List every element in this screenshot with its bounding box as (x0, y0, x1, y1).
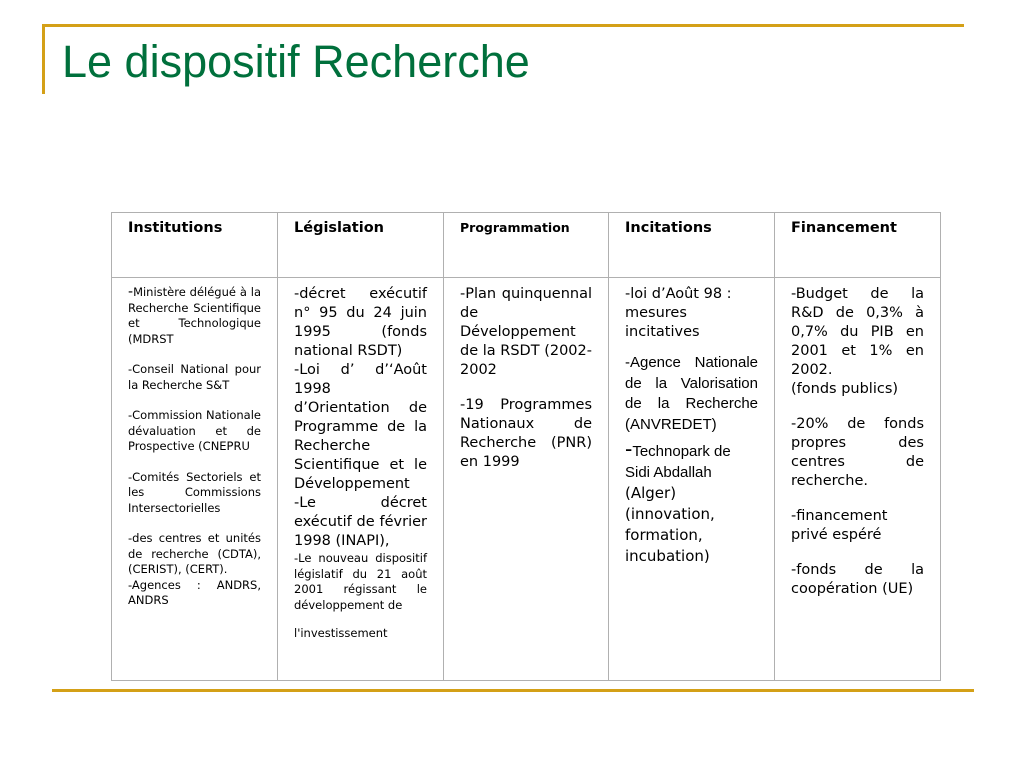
bottom-accent-rule (52, 689, 974, 692)
table-header-row (112, 213, 941, 278)
incitation-item: -Technopark de Sidi Abdallah (625, 436, 731, 481)
institution-item: -Ministère délégué à la Recherche Scientifique et Technologique (MDRST (128, 284, 261, 346)
legislation-item: -Le nouveau dispositif législatif du 21 août 2001 régissant le développement de (294, 551, 427, 612)
header-institutions: Institutions (112, 213, 278, 278)
legislation-item: l'investissement (294, 626, 388, 640)
institution-item: -Commission Nationale dévaluation et de Prospective (CNEPRU (128, 408, 261, 453)
institutions-cell (112, 278, 278, 681)
financement-item: -fonds de la coopération (UE) (791, 562, 924, 597)
institution-item: -des centres et unités de recherche (CDTA), (CERIST), (CERT). (128, 531, 261, 576)
financement-item: (fonds publics) (791, 381, 899, 397)
incitation-item: (Alger) (innovation, formation, incubation) (625, 484, 715, 565)
financement-item: -financement privé espéré (791, 508, 888, 543)
financement-cell (775, 278, 941, 681)
slide-title: Le dispositif Recherche (62, 36, 530, 87)
institution-item: -Conseil National pour la Recherche S&T (128, 362, 261, 392)
legislation-item: -Le décret exécutif de février 1998 (INAPI), (294, 495, 427, 549)
legislation-item: -Loi d’ d’‘Août 1998 d’Orientation de Programme de la Recherche Scientifique et le Développement (294, 362, 427, 492)
header-legislation: Législation (278, 213, 444, 278)
incitation-item: -loi d’Août 98 : mesures incitatives (625, 286, 732, 340)
left-accent-rule (42, 24, 45, 94)
incitation-item: -Agence Nationale de la Valorisation de la Recherche (ANVREDET) (625, 354, 758, 433)
header-programmation: Programmation (444, 213, 609, 278)
institution-item: -Comités Sectoriels et les Commissions Intersectorielles (128, 469, 261, 515)
header-incitations: Incitations (609, 213, 775, 278)
legislation-cell (278, 278, 444, 681)
header-financement: Financement (775, 213, 941, 278)
programmation-item: -19 Programmes Nationaux de Recherche (PNR) en 1999 (460, 397, 592, 470)
incitations-cell (609, 278, 775, 681)
research-table (111, 212, 941, 681)
top-accent-rule (42, 24, 964, 27)
financement-item: -Budget de la R&D de 0,3% à 0,7% du PIB en 2001 et 1% en 2002. (791, 286, 924, 378)
institution-item: -Agences : ANDRS, ANDRS (128, 577, 261, 607)
financement-item: -20% de fonds propres des centres de recherche. (791, 416, 924, 489)
programmation-cell (444, 278, 609, 681)
programmation-item: -Plan quinquennal de Développement de la RSDT (2002-2002 (460, 286, 592, 378)
table-row (112, 278, 941, 681)
legislation-item: -décret exécutif n° 95 du 24 juin 1995 (fonds national RSDT) (294, 286, 427, 359)
